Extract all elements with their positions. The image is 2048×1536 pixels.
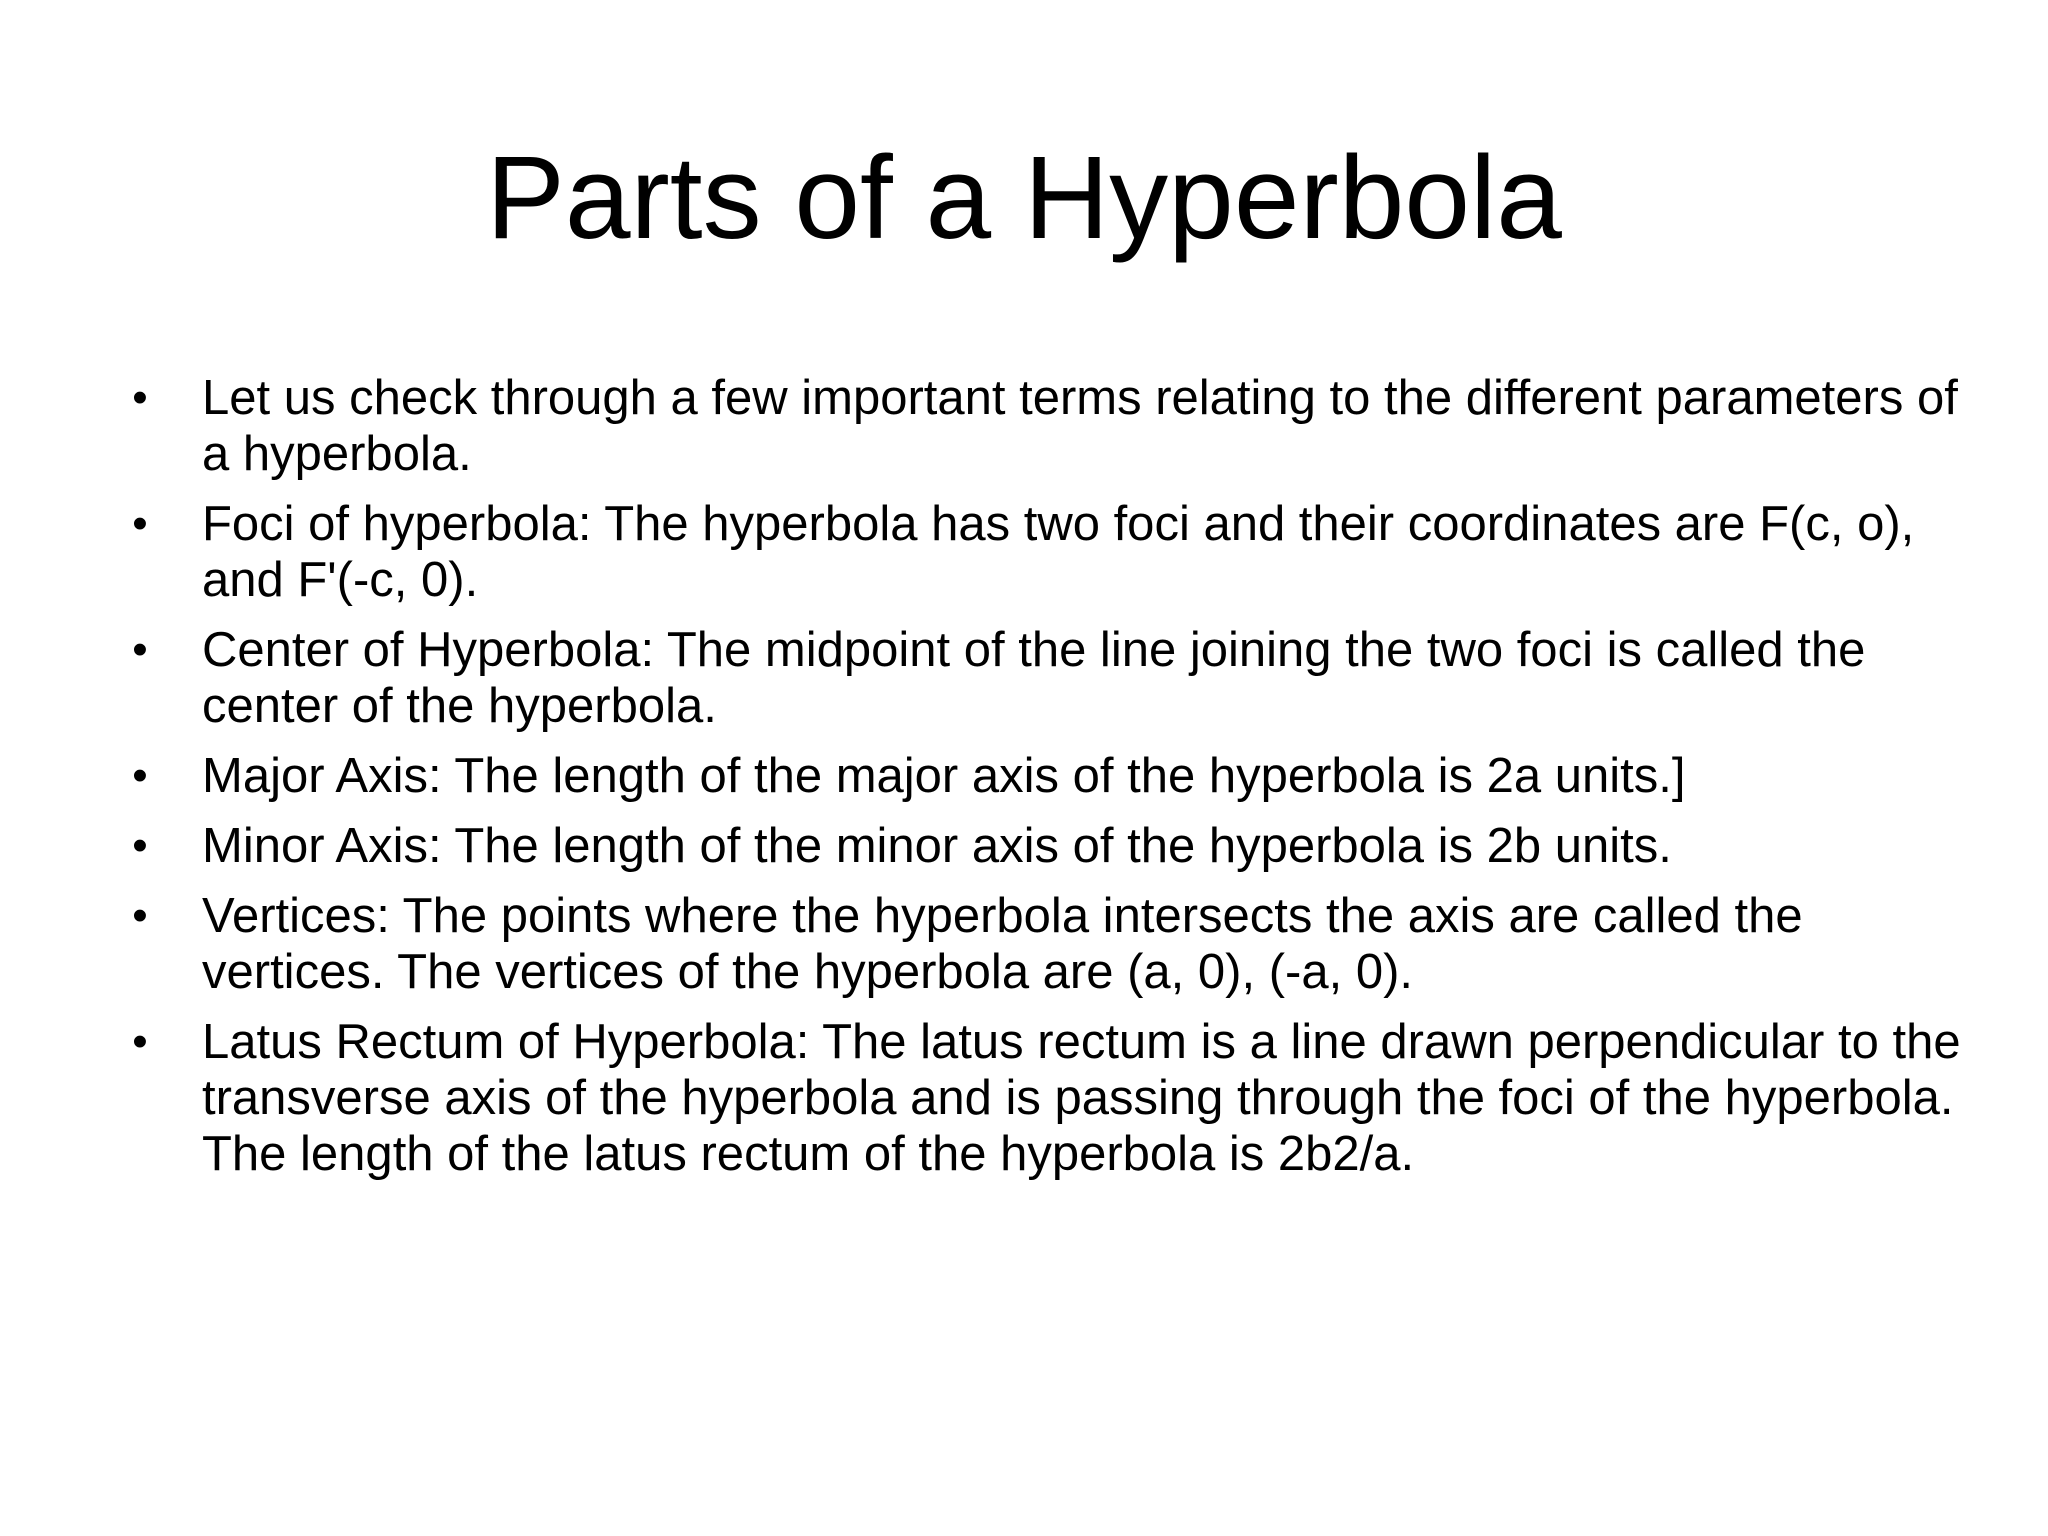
bullet-item [120, 818, 1970, 874]
bullet-item [120, 1014, 1970, 1182]
bullet-item [120, 496, 1970, 608]
bullet-text: Minor Axis: The length of the minor axis of the hyperbola is 2b units. [202, 819, 1672, 873]
bullet-text: Center of Hyperbola: The midpoint of the line joining the two foci is called the center of the hyperbola. [202, 623, 1866, 733]
bullet-dot-icon: • [132, 891, 148, 940]
bullet-item [120, 748, 1970, 804]
bullet-list [120, 370, 1970, 1196]
bullet-text: Let us check through a few important terms relating to the different parameters of a hyperbola. [202, 371, 1958, 481]
bullet-dot-icon: • [132, 821, 148, 870]
bullet-dot-icon: • [132, 751, 148, 800]
bullet-dot-icon: • [132, 373, 148, 422]
bullet-text: Foci of hyperbola: The hyperbola has two foci and their coordinates are F(c, o), and F'(-c, 0). [202, 497, 1915, 607]
bullet-text: Latus Rectum of Hyperbola: The latus rectum is a line drawn perpendicular to the transverse axis of the hyperbola and is passing through the foci of the hyperbola. The length of the latus rectum of the hyperbola is 2b2/a. [202, 1015, 1961, 1181]
bullet-dot-icon: • [132, 625, 148, 674]
bullet-item [120, 622, 1970, 734]
bullet-item [120, 888, 1970, 1000]
slide-title: Parts of a Hyperbola [486, 132, 1562, 264]
bullet-text: Major Axis: The length of the major axis of the hyperbola is 2a units.] [202, 749, 1686, 803]
bullet-dot-icon: • [132, 1017, 148, 1066]
bullet-dot-icon: • [132, 499, 148, 548]
bullet-text: Vertices: The points where the hyperbola intersects the axis are called the vertices. The vertices of the hyperbola are (a, 0), (-a, 0). [202, 889, 1803, 999]
bullet-item [120, 370, 1970, 482]
